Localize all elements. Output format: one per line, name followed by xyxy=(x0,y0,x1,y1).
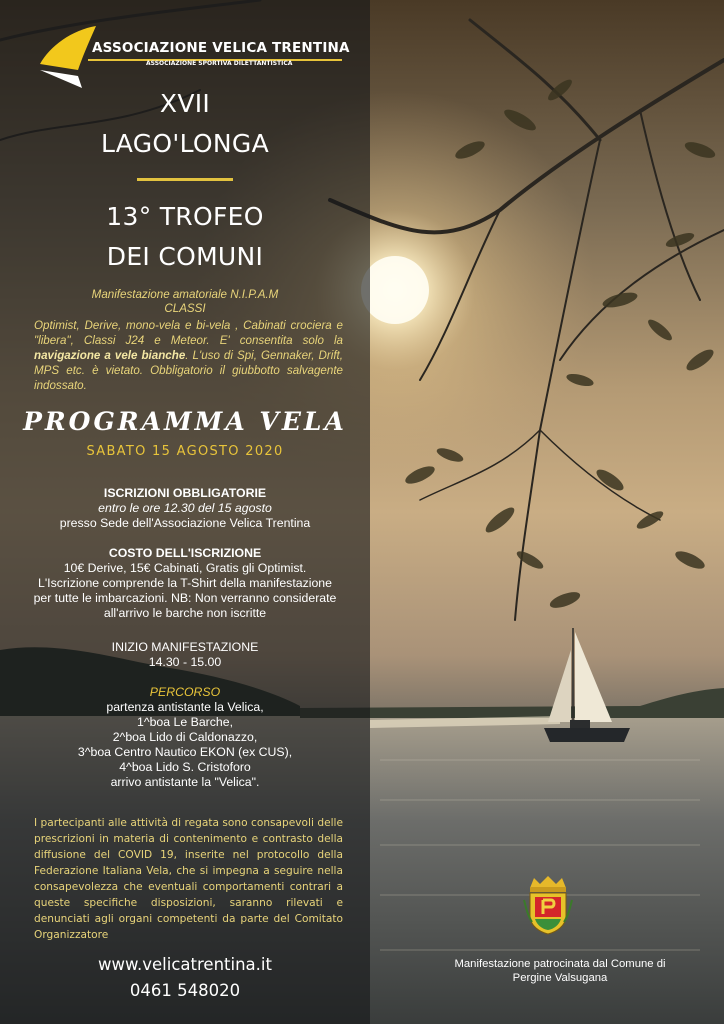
program-title: PROGRAMMA VELA xyxy=(23,407,347,436)
patronage-line-2: Pergine Valsugana xyxy=(512,972,608,984)
start-heading: INIZIO MANIFESTAZIONE xyxy=(111,640,259,654)
sail-logo-icon xyxy=(36,24,98,90)
trophy-line-2: DEI COMUNI xyxy=(106,242,264,271)
organization-subtitle: ASSOCIAZIONE SPORTIVA DILETTANTISTICA xyxy=(146,60,293,67)
event-name: LAGO'LONGA xyxy=(101,129,269,158)
event-type: Manifestazione amatoriale N.I.P.A.M xyxy=(91,288,279,301)
cost-line: all'arrivo le barche non iscritte xyxy=(103,606,267,620)
registration-deadline: entro le ore 12.30 del 15 agosto xyxy=(98,501,272,515)
cost-line: L'Iscrizione comprende la T-Shirt della manifestazione xyxy=(38,576,332,590)
covid-notice: I partecipanti alle attività di regata sono consapevoli delle prescrizioni in materia di contenimento e contrasto della diffusione del COVID 19, inserite nel protocollo della Federazione Italiana Vela, che si impegna a seguire nella consapevolezza che eventuali comportamenti contrari a queste specifiche disposizioni, saranno rilevati e denunciati agli organi competenti da parte del Comitato Organizzatore xyxy=(34,817,343,941)
cost-line: per tutte le imbarcazioni. NB: Non verranno considerate xyxy=(33,591,337,605)
route-stop: 2^boa Lido di Caldonazzo, xyxy=(112,730,258,744)
start-time: 14.30 - 15.00 xyxy=(148,655,222,669)
program-date: SABATO 15 AGOSTO 2020 xyxy=(86,444,284,459)
classes-text-bold: navigazione a vele bianche xyxy=(34,349,186,362)
sun xyxy=(361,256,429,324)
title-divider xyxy=(137,178,233,181)
trophy-line-1: 13° TROFEO xyxy=(106,202,264,231)
patronage-line-1: Manifestazione patrocinata dal Comune di xyxy=(454,958,666,970)
route-heading: PERCORSO xyxy=(149,685,221,699)
municipal-crest-icon xyxy=(522,876,574,936)
route-stop: 4^boa Lido S. Cristoforo xyxy=(119,760,251,774)
event-edition: XVII xyxy=(159,89,211,118)
cost-line: 10€ Derive, 15€ Cabinati, Gratis gli Optimist. xyxy=(63,561,307,575)
route-stop: 1^boa Le Barche, xyxy=(136,715,233,729)
organization-name: ASSOCIAZIONE VELICA TRENTINA xyxy=(92,40,350,56)
cost-heading: COSTO DELL'ISCRIZIONE xyxy=(108,546,262,560)
route-stop: arrivo antistante la "Velica". xyxy=(110,775,260,789)
registration-place: presso Sede dell'Associazione Velica Trentina xyxy=(59,516,311,530)
website-link[interactable]: www.velicatrentina.it xyxy=(98,955,272,974)
classes-text-1: Optimist, Derive, mono-vela e bi-vela , Cabinati crociera e "libera", Classi J24 e Meteor. E' consentita solo la xyxy=(34,319,343,347)
phone-number[interactable]: 0461 548020 xyxy=(129,981,241,1000)
route-stop: 3^boa Centro Nautico EKON (ex CUS), xyxy=(77,745,293,759)
route-stop: partenza antistante la Velica, xyxy=(106,700,264,714)
registration-heading: ISCRIZIONI OBBLIGATORIE xyxy=(103,486,267,500)
patronage-text xyxy=(420,957,700,985)
classes-heading: CLASSI xyxy=(164,302,206,315)
classes-text-2: . L'uso di Spi, Gennaker, Drift, MPS etc. è vietato. Obbligatorio il giubbotto salvagente indossato. xyxy=(34,349,343,392)
classes-description xyxy=(34,318,343,393)
